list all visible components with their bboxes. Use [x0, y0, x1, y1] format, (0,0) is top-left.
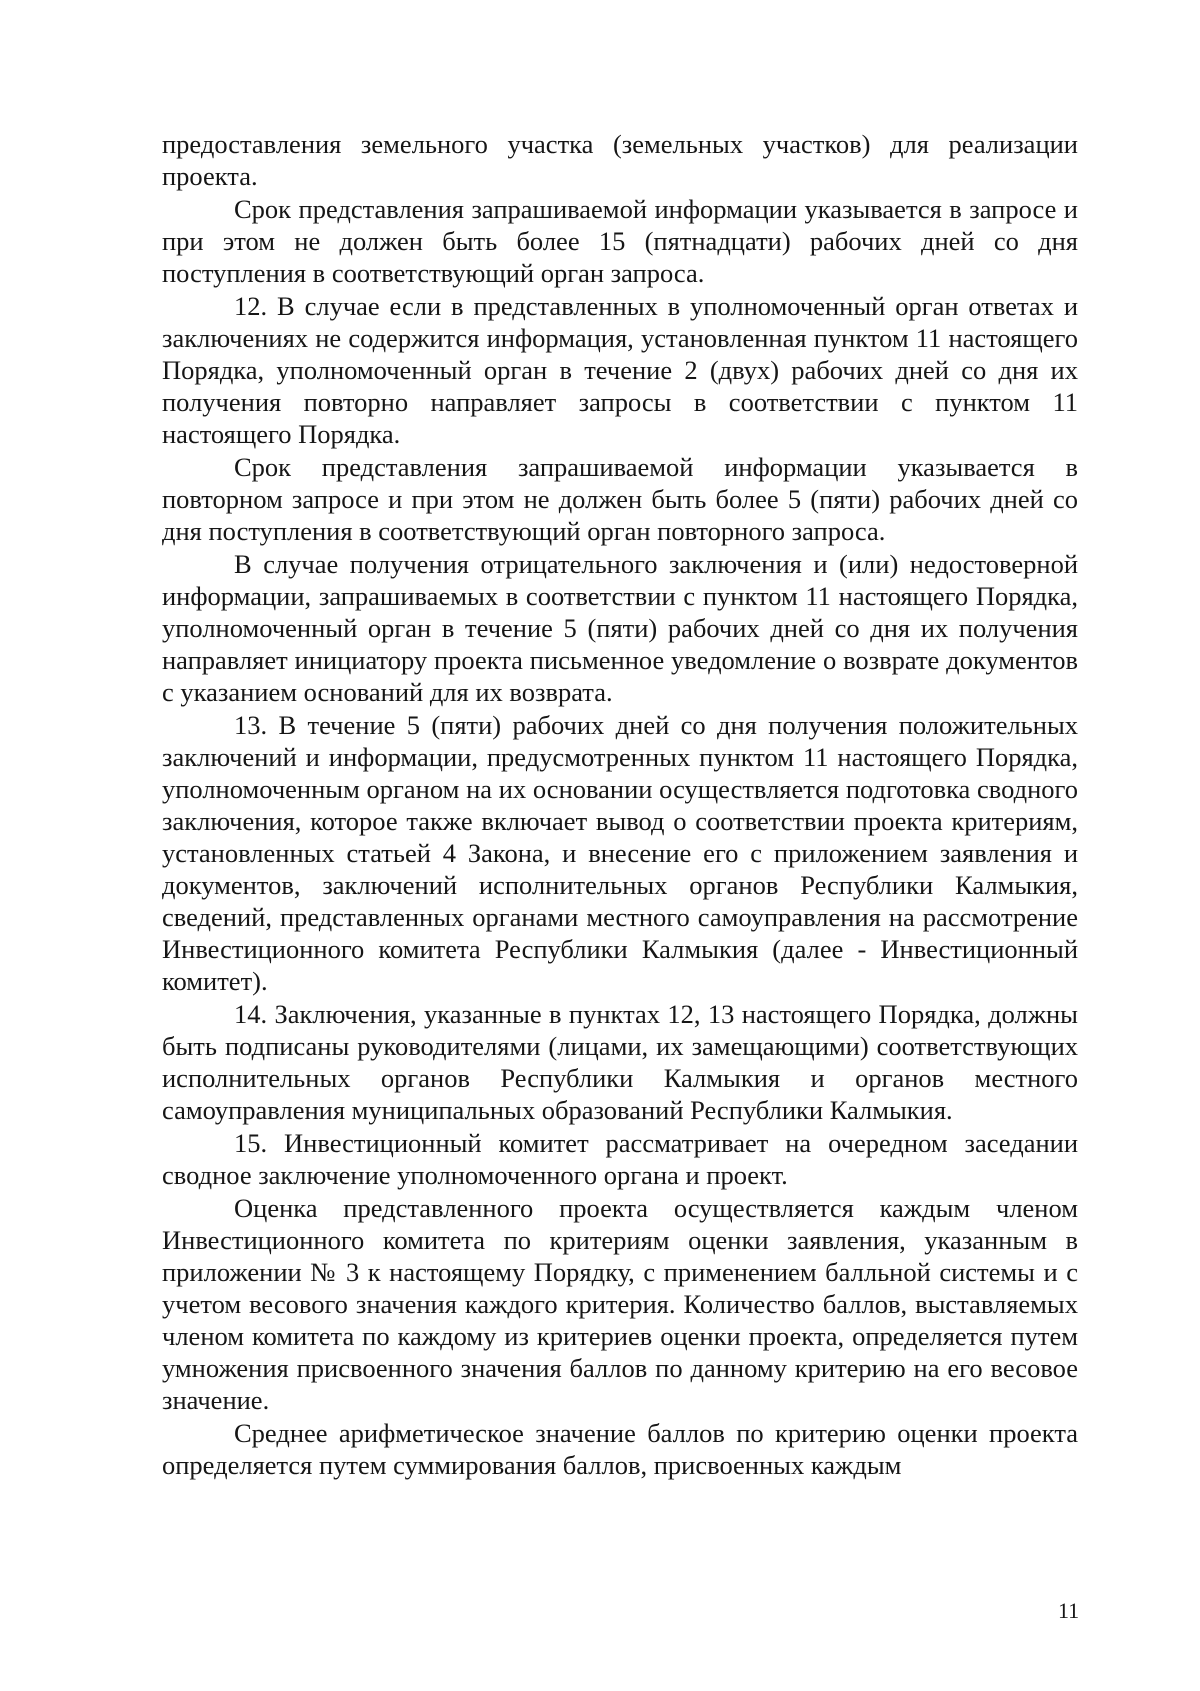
page-number: 11	[1058, 1598, 1080, 1623]
paragraph-item-15: 15. Инвестиционный комитет рассматривает на очередном заседании сводное заключение уполномоченного органа и проект.	[162, 1128, 1078, 1190]
paragraph-repeat-request-deadline: Срок представления запрашиваемой информации указывается в повторном запросе и при этом не должен быть более 5 (пяти) рабочих дней со дня поступления в соответствующий орган повторного запроса.	[162, 452, 1078, 546]
paragraph-average-score: Среднее арифметическое значение баллов по критерию оценки проекта определяется путем суммирования баллов, присвоенных каждым	[162, 1418, 1078, 1480]
paragraph-negative-conclusion: В случае получения отрицательного заключения и (или) недостоверной информации, запрашиваемых в соответствии с пунктом 11 настоящего Порядка, уполномоченный орган в течение 5 (пяти) рабочих дней со дня их получения направляет инициатору проекта письменное уведомление о возврате документов с указанием оснований для их возврата.	[162, 549, 1078, 707]
paragraph-item-12: 12. В случае если в представленных в уполномоченный орган ответах и заключениях не содержится информация, установленная пунктом 11 настоящего Порядка, уполномоченный орган в течение 2 (двух) рабочих дней со дня их получения повторно направляет запросы в соответствии с пунктом 11 настоящего Порядка.	[162, 291, 1078, 449]
paragraph-request-deadline: Срок представления запрашиваемой информации указывается в запросе и при этом не должен быть более 15 (пятнадцати) рабочих дней со дня поступления в соответствующий орган запроса.	[162, 194, 1078, 288]
paragraph-item-14: 14. Заключения, указанные в пунктах 12, 13 настоящего Порядка, должны быть подписаны руководителями (лицами, их замещающими) соответствующих исполнительных органов Республики Калмыкия и органов местного самоуправления муниципальных образований Республики Калмыкия.	[162, 999, 1078, 1125]
document-body	[162, 128, 1078, 1482]
paragraph-item-13: 13. В течение 5 (пяти) рабочих дней со дня получения положительных заключений и информации, предусмотренных пунктом 11 настоящего Порядка, уполномоченным органом на их основании осуществляется подготовка сводного заключения, которое также включает вывод о соответствии проекта критериям, установленных статьей 4 Закона, и внесение его с приложением заявления и документов, заключений исполнительных органов Республики Калмыкия, сведений, представленных органами местного самоуправления на рассмотрение Инвестиционного комитета Республики Калмыкия (далее - Инвестиционный комитет).	[162, 710, 1078, 996]
paragraph-project-evaluation: Оценка представленного проекта осуществляется каждым членом Инвестиционного комитета по критериям оценки заявления, указанным в приложении № 3 к настоящему Порядку, с применением балльной системы и с учетом весового значения каждого критерия. Количество баллов, выставляемых членом комитета по каждому из критериев оценки проекта, определяется путем умножения присвоенного значения баллов по данному критерию на его весовое значение.	[162, 1193, 1078, 1415]
paragraph-continuation: предоставления земельного участка (земельных участков) для реализации проекта.	[162, 129, 1078, 191]
